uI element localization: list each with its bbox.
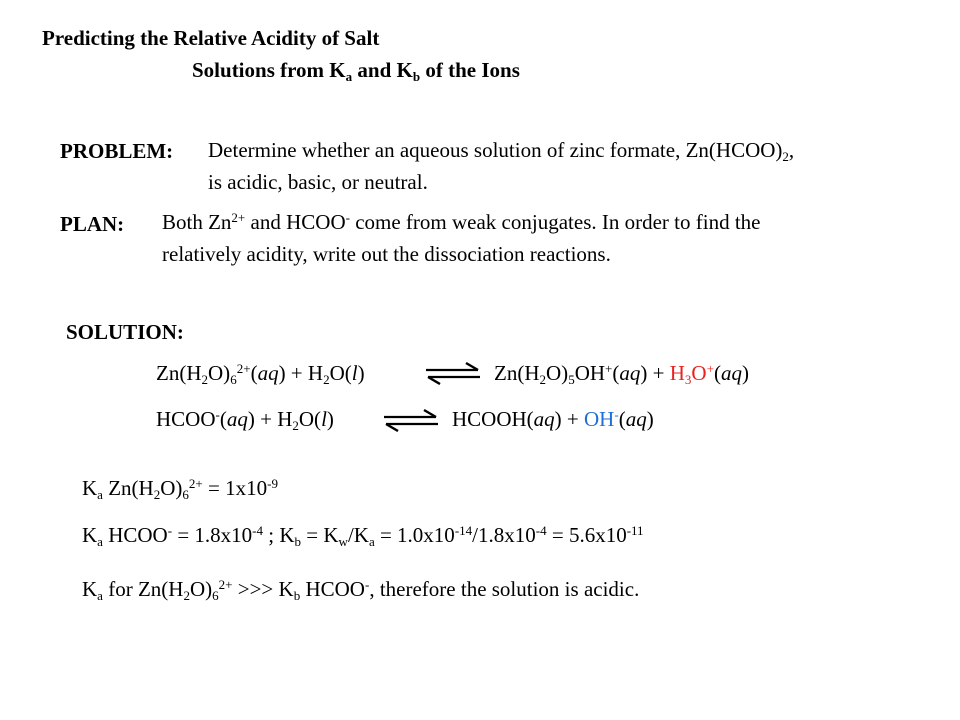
plan-line1: Both $Zn^{2+}$ and HCOO- come from weak conjugates. In order to find the [162,209,761,234]
reaction2-products: HCOOH(aq) + OH-(aq) [452,406,654,431]
equilibrium-arrows-icon [422,361,484,385]
problem-line2: is acidic, basic, or neutral. [208,170,428,194]
problem-text [208,134,794,198]
hydronium-ion: $H_3O^+$ [669,360,714,387]
hydroxide-ion: OH- [584,406,619,431]
ka-kb-formate-line: $K_a$ HCOO- = $1.8x10^{-4}$ ; $K_b = K_w/K_a = 1.0x10^{-14}/1.8x10^{-4} = 5.6x10^{-11}$ [82,522,644,549]
solution-label: SOLUTION: [66,320,184,344]
page-subtitle: Solutions from $K_a$ and $K_b$ of the Ions [192,58,520,84]
plan-line2: relatively acidity, write out the dissociation reactions. [162,242,611,266]
ka-zinc-line: $K_a$ $Zn(H_2O)_6^{2+} = 1x10^{-9}$ [82,475,278,502]
plan-text [162,206,760,270]
problem-line1: Determine whether an aqueous solution of zinc formate, $Zn(HCOO)_2$, [208,138,795,164]
problem-label: PROBLEM: [60,139,174,163]
plan-label: PLAN: [60,212,125,236]
page-title [42,26,379,51]
title-line1: Predicting the Relative Acidity of Salt [42,26,380,50]
reaction2-reactants: HCOO-(aq) + $H_2O(l)$ [156,406,334,433]
reaction1-reactants: $Zn(H_2O)_6^{2+}(aq) + H_2O(l)$ [156,360,365,387]
reaction1-products: $Zn(H_2O)_5OH^+(aq) + H_3O^+(aq)$ [494,360,749,387]
equilibrium-arrows-icon [380,408,442,432]
conclusion-line: $K_a$ for $Zn(H_2O)_6^{2+}$ >>> $K_b$ HCOO-, therefore the solution is acidic. [82,576,640,603]
